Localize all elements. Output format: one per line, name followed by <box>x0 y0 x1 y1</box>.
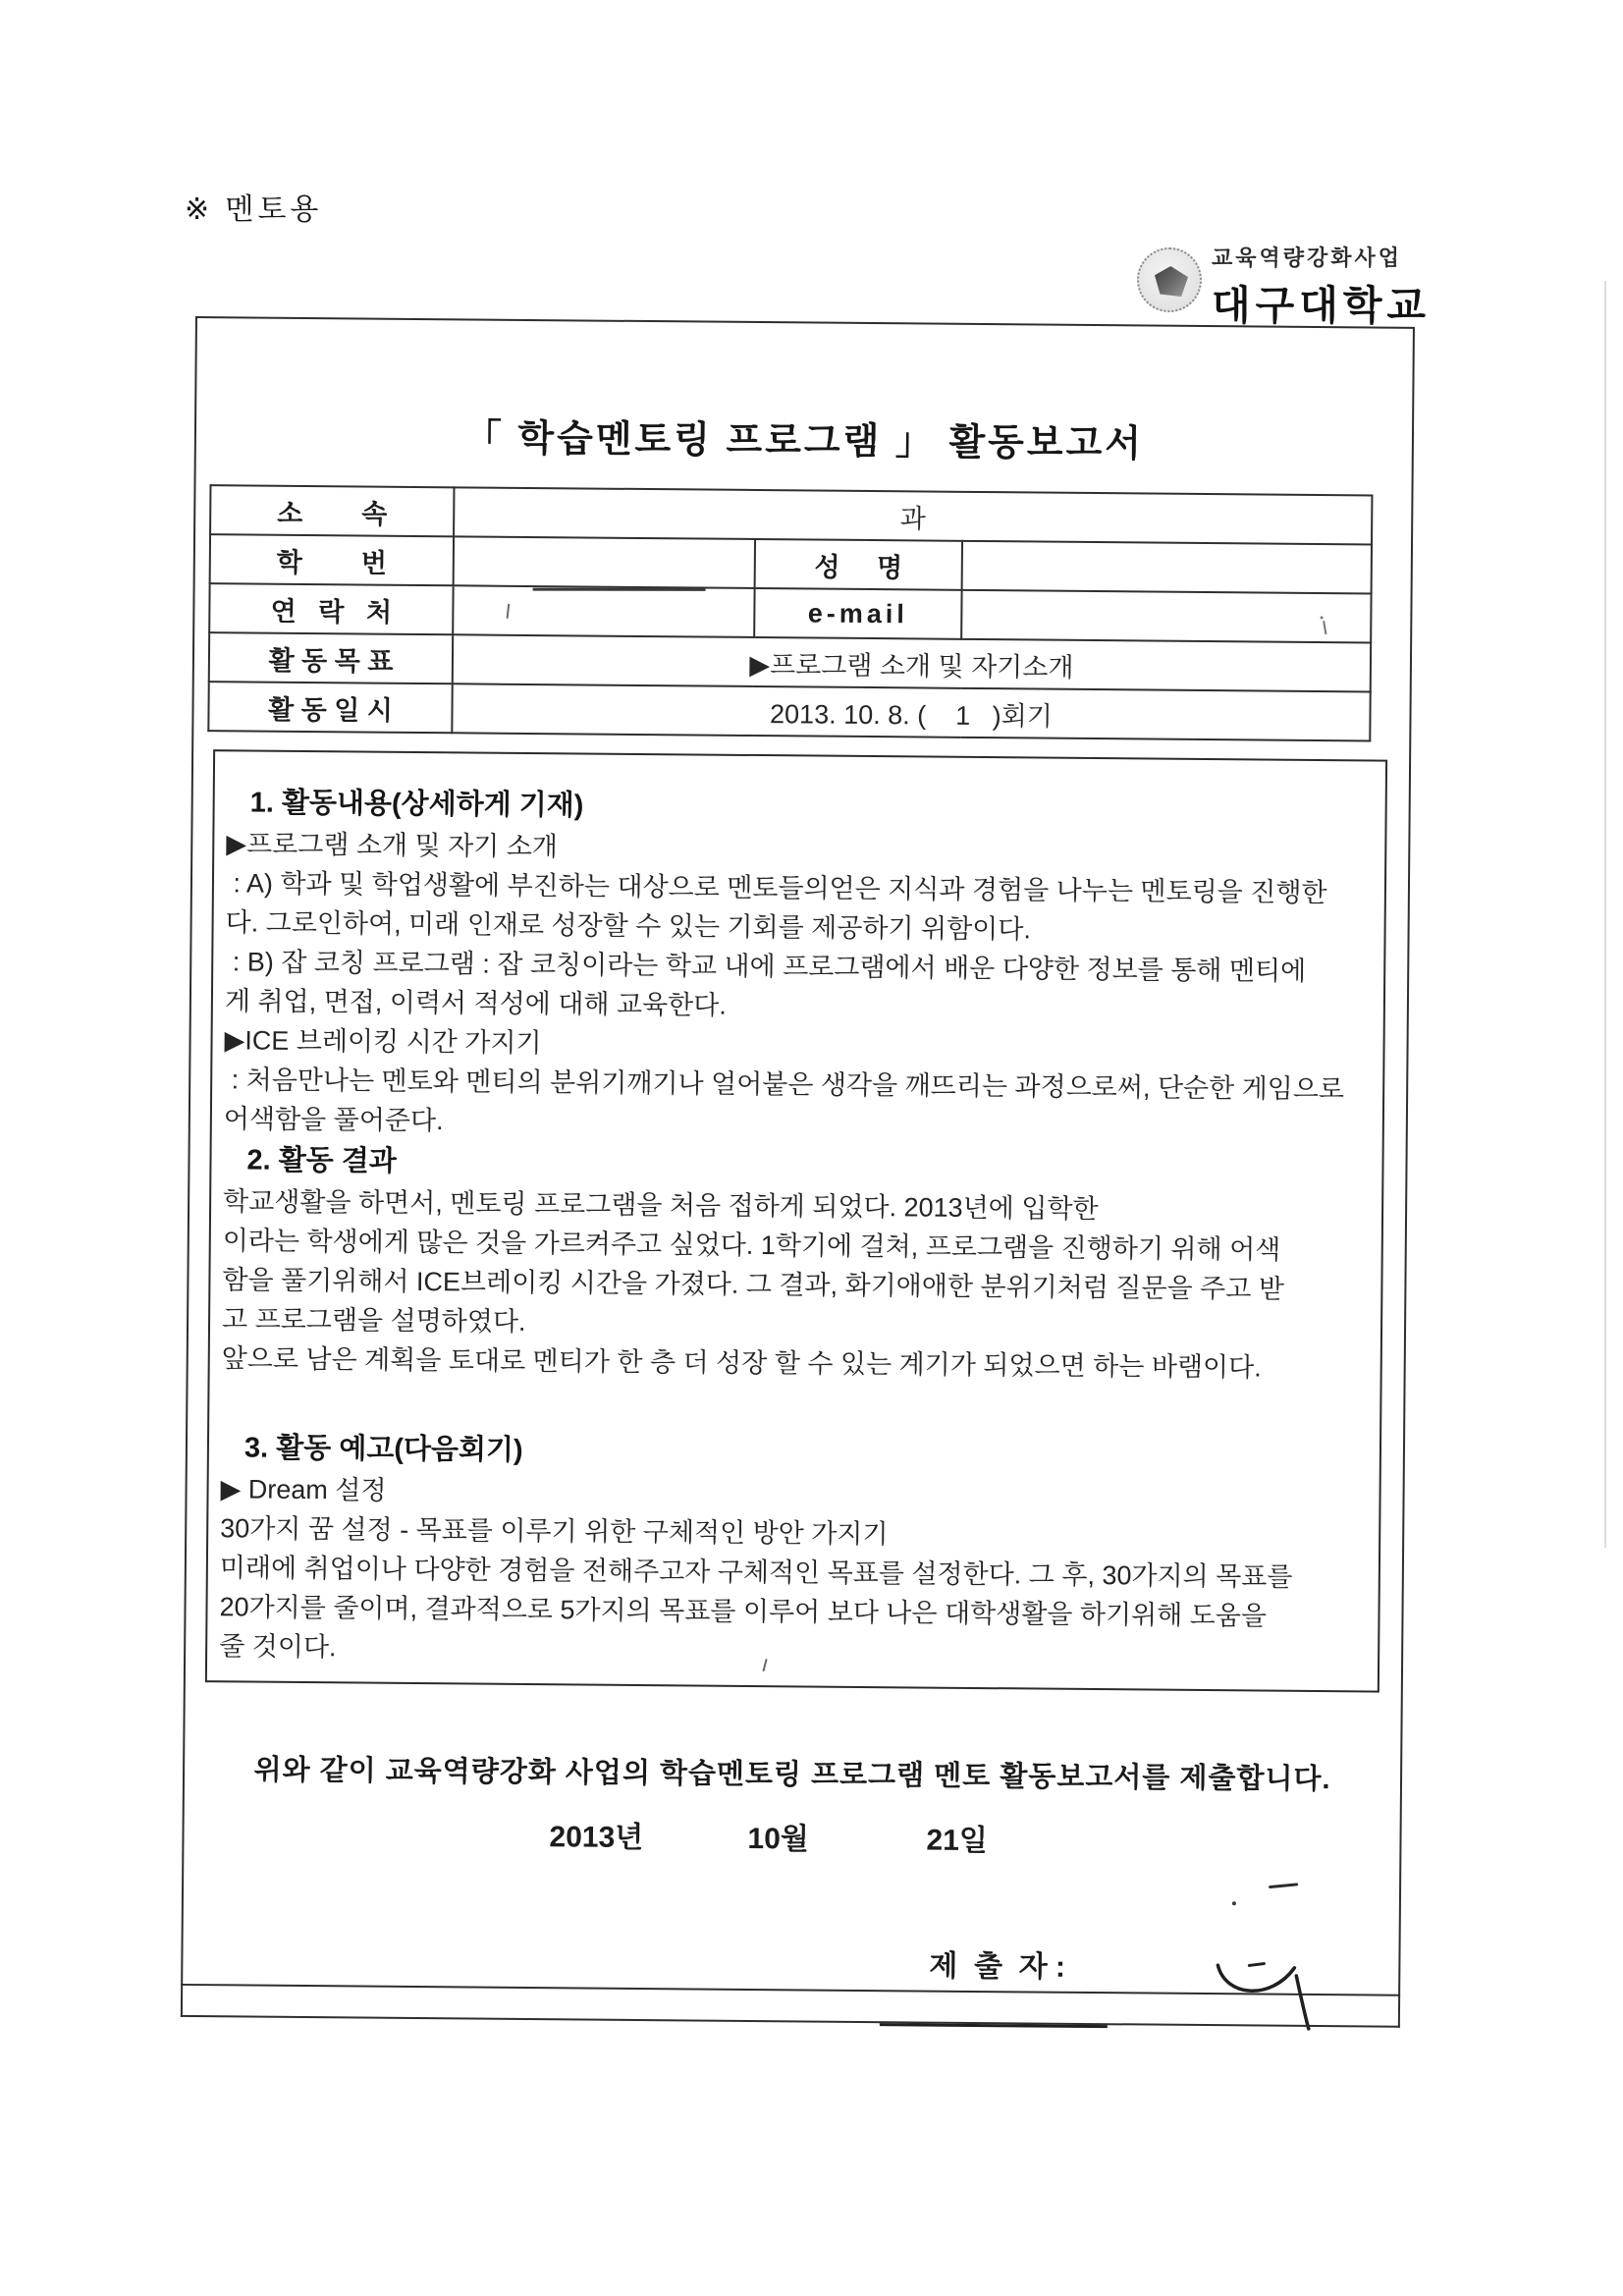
goal-label: 활 동 목 표 <box>209 632 453 683</box>
goal-value: ▶프로그램 소개 및 자기소개 <box>453 634 1371 691</box>
student-id-value <box>454 536 755 588</box>
report-text-line: 학교생활을 하면서, 멘토링 프로그램을 처음 접하게 되었다. 2013년에 입학한 <box>223 1186 1099 1225</box>
report-text-line: 어색함을 풀어준다. <box>223 1104 444 1136</box>
section-lines <box>219 1469 1344 1675</box>
report-text-line: 고 프로그램을 설명하였다. <box>221 1304 526 1337</box>
date-month: 10월 <box>747 1822 809 1856</box>
section-activity-preview <box>219 1426 1344 1675</box>
report-text-line: : 처음만나는 멘토와 멘티의 분위기깨기나 얼어붙은 생각을 깨뜨리는 과정으로써, 단순한 게임으로 <box>224 1065 1345 1105</box>
section-heading: 1. 활동내용(상세하게 기재) <box>249 787 584 822</box>
report-text-line: 함을 풀기위해서 ICE브레이킹 시간을 가졌다. 그 결과, 화기애애한 분위기처럼 질문을 주고 받 <box>222 1265 1285 1304</box>
datetime-value: 2013. 10. 8. ( 1 )회기 <box>452 683 1370 740</box>
seal-core-shape <box>1155 266 1188 297</box>
info-table <box>207 484 1373 741</box>
logo-university-name: 대구대학교 <box>1212 283 1432 328</box>
affiliation-label: 소 속 <box>210 485 454 536</box>
datetime-row <box>208 682 1370 740</box>
scan-edge-artifact <box>1604 281 1606 1548</box>
report-text-line: 30가지 꿈 설정 - 목표를 이루기 위한 구체적인 방안 가지기 <box>220 1513 889 1550</box>
closing-statement: 위와 같이 교육역량강화 사업의 학습멘토링 프로그램 멘토 활동보고서를 제출합니다. <box>253 1754 1331 1796</box>
section-heading: 2. 활동 결과 <box>246 1144 397 1177</box>
report-text-line: 다. 그로인하여, 미래 인재로 성장할 수 있는 기회를 제공하기 위함이다. <box>225 907 1032 945</box>
report-text-line: 게 취업, 면접, 이력서 적성에 대해 교육한다. <box>224 986 727 1020</box>
scan-artifact <box>1232 1901 1236 1905</box>
activity-content-box <box>205 749 1387 1692</box>
affiliation-value: 과 <box>454 487 1372 544</box>
report-text-line: 미래에 취업이나 다양한 경험을 전해주고자 구체적인 목표를 설정한다. 그 후, 30가지의 목표를 <box>219 1553 1293 1592</box>
submission-date <box>184 1809 1399 1863</box>
report-text-line: : A) 학과 및 학업생활에 부진하는 대상으로 멘토들의얻은 지식과 경험을 나누는 멘토링을 진행한 <box>225 868 1327 908</box>
report-text-line: ▶ICE 브레이킹 시간 가지기 <box>224 1025 542 1059</box>
email-value <box>961 590 1371 643</box>
student-id-label: 학 번 <box>210 534 454 585</box>
report-sheet <box>181 316 1415 1996</box>
contact-value <box>453 585 754 637</box>
report-text-line: 이라는 학생에게 많은 것을 가르켜주고 싶었다. 1학기에 걸쳐, 프로그램을 진행하기 위해 어색 <box>222 1226 1281 1265</box>
name-value <box>962 541 1372 594</box>
datetime-label: 활 동 일 시 <box>208 682 452 733</box>
name-label: 성 명 <box>755 539 962 590</box>
university-logo <box>1137 242 1431 331</box>
report-text-line: 앞으로 남은 계획을 토대로 멘티가 한 층 더 성장 할 수 있는 계기가 되었으면 하는 바램이다. <box>221 1343 1262 1383</box>
university-seal-icon <box>1137 247 1202 312</box>
report-title: 「 학습멘토링 프로그램 」 활동보고서 <box>463 417 1145 465</box>
section-activity-result <box>222 1138 1347 1388</box>
report-text-line: ▶ Dream 설정 <box>220 1474 387 1505</box>
section-heading: 3. 활동 예고(다음회기) <box>243 1432 523 1466</box>
corner-note: ※ 멘토용 <box>185 193 323 226</box>
email-label: e-mail <box>754 588 961 639</box>
logo-program-name: 교육역량강화사업 <box>1212 246 1403 270</box>
date-day: 21일 <box>926 1824 988 1858</box>
report-text-line: 줄 것이다. <box>219 1631 337 1663</box>
logo-text <box>1212 242 1431 331</box>
date-year: 2013년 <box>549 1821 644 1855</box>
report-text-line: 20가지를 줄이며, 결과적으로 5가지의 목표를 이루어 보다 나은 대학생활을 하기위해 도움을 <box>219 1592 1268 1631</box>
section-lines <box>224 824 1350 1148</box>
report-text-line: ▶프로그램 소개 및 자기 소개 <box>226 829 559 862</box>
report-text-line: : B) 잡 코칭 프로그램 : 잡 코칭이라는 학교 내에 프로그램에서 배운 다양한 정보를 통해 멘티에 <box>225 947 1307 986</box>
scan-artifact <box>533 588 706 591</box>
section-activity-content <box>224 781 1350 1148</box>
scan-artifact <box>1269 1883 1298 1888</box>
submitter-label: 제 출 자 : <box>929 1949 1066 1984</box>
section-lines <box>222 1181 1347 1388</box>
contact-label: 연 락 처 <box>209 583 453 634</box>
